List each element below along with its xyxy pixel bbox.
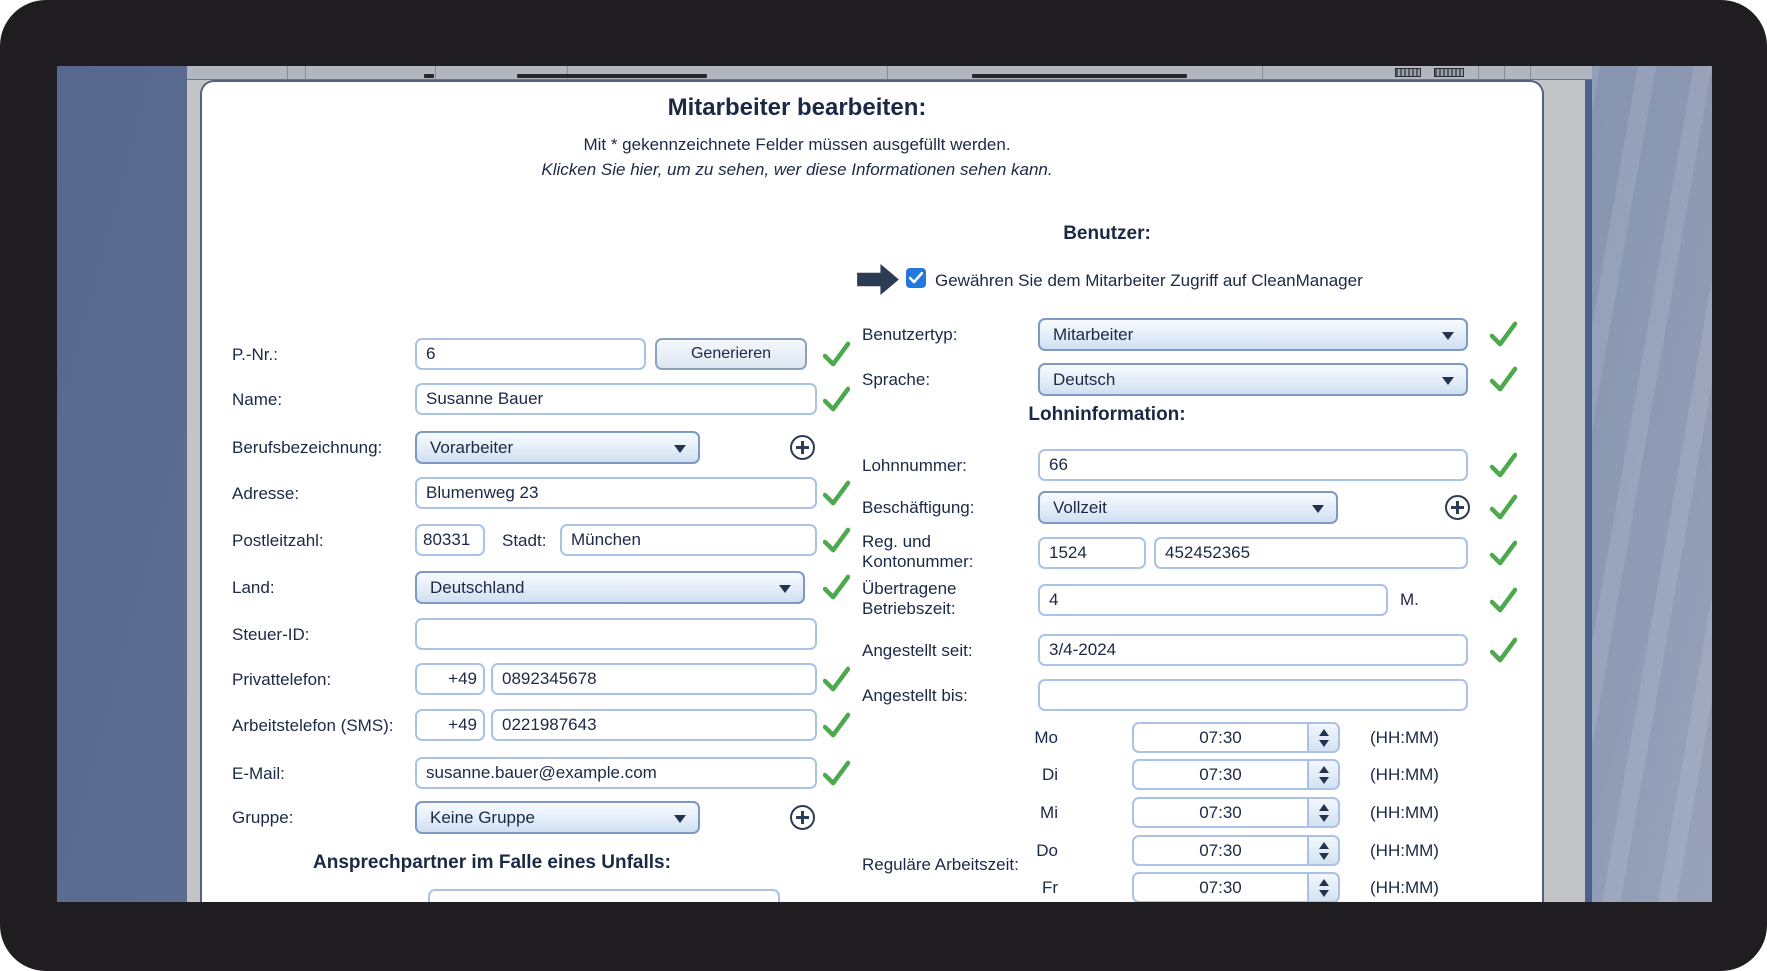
weekday-label-do: Do — [1036, 841, 1058, 860]
step-down-icon[interactable] — [1319, 853, 1329, 860]
chevron-down-icon — [779, 585, 791, 599]
weekday-label-mo: Mo — [1034, 728, 1058, 747]
add-group-button[interactable] — [790, 805, 815, 830]
private-phone-input[interactable] — [491, 663, 817, 695]
employed-since-input[interactable] — [1038, 634, 1468, 666]
form-panel — [200, 80, 1544, 902]
tab-separator — [287, 66, 288, 79]
time-input-do[interactable] — [1132, 835, 1307, 866]
time-stepper-fr[interactable] — [1307, 872, 1340, 902]
clipped-tab-text — [424, 74, 434, 78]
language-value: Deutsch — [1053, 369, 1116, 389]
step-up-icon[interactable] — [1319, 766, 1329, 773]
valid-check-icon — [823, 712, 850, 738]
weekday-label-di: Di — [1041, 765, 1058, 784]
time-format-hint: (HH:MM) — [1370, 728, 1439, 747]
employed-until-label: Angestellt bis: — [862, 686, 968, 705]
time-field-mo[interactable] — [1132, 722, 1340, 753]
valid-check-icon — [1490, 540, 1517, 566]
employed-until-input[interactable] — [1038, 679, 1468, 711]
work-phone-prefix-input[interactable] — [415, 709, 485, 741]
employment-value: Vollzeit — [1053, 497, 1107, 517]
time-format-hint: (HH:MM) — [1370, 803, 1439, 822]
weekday-label-fr: Fr — [1041, 878, 1058, 897]
add-job-title-button[interactable] — [790, 435, 815, 460]
step-down-icon[interactable] — [1319, 740, 1329, 747]
time-input-di[interactable] — [1132, 759, 1307, 790]
scrollbar[interactable] — [1585, 80, 1592, 902]
valid-check-icon — [1490, 494, 1517, 520]
valid-check-icon — [823, 760, 850, 786]
country-select[interactable] — [415, 571, 805, 604]
job-title-value: Vorarbeiter — [430, 437, 514, 457]
emergency-contact-input[interactable] — [428, 889, 780, 902]
clipped-tab-text — [517, 74, 707, 78]
language-label: Sprache: — [862, 370, 931, 389]
time-input-fr[interactable] — [1132, 872, 1307, 902]
tax-id-label: Steuer-ID: — [232, 625, 310, 644]
valid-check-icon — [823, 527, 850, 553]
valid-check-icon — [1490, 366, 1517, 392]
name-input[interactable] — [415, 383, 817, 415]
language-select[interactable] — [1038, 363, 1468, 396]
zip-label: Postleitzahl: — [232, 531, 324, 550]
browser-tab-strip[interactable] — [187, 66, 1592, 80]
pnr-input[interactable] — [415, 338, 646, 370]
private-phone-prefix-input[interactable] — [415, 663, 485, 695]
job-title-label: Berufsbezeichnung: — [232, 438, 383, 457]
wage-number-input[interactable] — [1038, 449, 1468, 481]
work-phone-label: Arbeitstelefon (SMS): — [232, 716, 394, 735]
valid-check-icon — [823, 574, 850, 600]
address-input[interactable] — [415, 477, 817, 509]
toolbar-grid-icon[interactable] — [1395, 68, 1421, 77]
employment-label: Beschäftigung: — [862, 498, 975, 517]
employed-since-label: Angestellt seit: — [862, 641, 973, 660]
step-up-icon[interactable] — [1319, 842, 1329, 849]
tab-separator — [1504, 66, 1505, 79]
group-label: Gruppe: — [232, 808, 294, 827]
emergency-contact-heading: Ansprechpartner im Falle eines Unfalls: — [313, 852, 671, 873]
add-employment-button[interactable] — [1445, 495, 1470, 520]
group-value: Keine Gruppe — [430, 807, 535, 827]
time-field-fr[interactable] — [1132, 872, 1340, 902]
private-phone-label: Privattelefon: — [232, 670, 332, 689]
account-number-input[interactable] — [1154, 537, 1468, 569]
grant-access-checkbox[interactable] — [906, 268, 926, 288]
time-stepper-mo[interactable] — [1307, 722, 1340, 753]
weekday-label-mi: Mi — [1040, 803, 1058, 822]
time-stepper-do[interactable] — [1307, 835, 1340, 866]
grant-access-label: Gewähren Sie dem Mitarbeiter Zugriff auf CleanManager — [935, 271, 1363, 290]
screen — [57, 66, 1712, 902]
time-format-hint: (HH:MM) — [1370, 765, 1439, 784]
employment-select[interactable] — [1038, 491, 1338, 524]
valid-check-icon — [823, 341, 850, 367]
valid-check-icon — [1490, 587, 1517, 613]
user-type-value: Mitarbeiter — [1053, 324, 1134, 344]
transferred-time-label: Übertragene Betriebszeit: — [862, 579, 957, 618]
tax-id-input[interactable] — [415, 618, 817, 650]
time-field-di[interactable] — [1132, 759, 1340, 790]
zip-input[interactable] — [415, 524, 485, 556]
tab-separator — [1262, 66, 1263, 79]
country-value: Deutschland — [430, 577, 525, 597]
step-down-icon[interactable] — [1319, 890, 1329, 897]
job-title-select[interactable] — [415, 431, 700, 464]
wage-number-label: Lohnnummer: — [862, 456, 967, 475]
valid-check-icon — [1490, 452, 1517, 478]
reg-account-label: Reg. und Kontonummer: — [862, 532, 974, 571]
address-label: Adresse: — [232, 484, 300, 503]
step-down-icon[interactable] — [1319, 777, 1329, 784]
country-label: Land: — [232, 578, 275, 597]
step-down-icon[interactable] — [1319, 815, 1329, 822]
transferred-time-input[interactable] — [1038, 584, 1388, 616]
reg-number-input[interactable] — [1038, 537, 1146, 569]
time-format-hint: (HH:MM) — [1370, 878, 1439, 897]
tab-separator — [1478, 66, 1479, 79]
visibility-note-link[interactable]: Klicken Sie hier, um zu sehen, wer diese Informationen sehen kann. — [541, 160, 1053, 179]
valid-check-icon — [1490, 321, 1517, 347]
user-section-heading: Benutzer: — [1063, 223, 1151, 244]
step-up-icon[interactable] — [1319, 879, 1329, 886]
user-type-label: Benutzertyp: — [862, 325, 958, 344]
user-type-select[interactable] — [1038, 318, 1468, 351]
pointer-arrow-icon — [857, 263, 900, 301]
city-input[interactable] — [560, 524, 817, 556]
tab-separator — [435, 66, 436, 79]
email-input[interactable] — [415, 757, 817, 789]
valid-check-icon — [823, 480, 850, 506]
step-up-icon[interactable] — [1319, 729, 1329, 736]
wage-section-heading: Lohninformation: — [1028, 404, 1186, 425]
valid-check-icon — [1490, 637, 1517, 663]
valid-check-icon — [823, 666, 850, 692]
chevron-down-icon — [1442, 377, 1454, 391]
time-field-mi[interactable] — [1132, 797, 1340, 828]
clipped-tab-text — [972, 74, 1187, 78]
step-up-icon[interactable] — [1319, 804, 1329, 811]
tab-separator — [305, 66, 306, 79]
group-select[interactable] — [415, 801, 700, 834]
city-label: Stadt: — [502, 531, 547, 550]
required-fields-note: Mit * gekennzeichnete Felder müssen ausgefüllt werden. — [583, 135, 1011, 154]
toolbar-calendar-icon[interactable] — [1434, 68, 1464, 77]
work-phone-input[interactable] — [491, 709, 817, 741]
tab-separator — [887, 66, 888, 79]
chevron-down-icon — [674, 445, 686, 459]
valid-check-icon — [823, 386, 850, 412]
generate-button[interactable]: Generieren — [655, 338, 807, 370]
time-input-mo[interactable] — [1132, 722, 1307, 753]
email-label: E-Mail: — [232, 764, 285, 783]
chevron-down-icon — [1312, 505, 1324, 519]
chevron-down-icon — [1442, 332, 1454, 346]
name-label: Name: — [232, 390, 283, 409]
time-stepper-mi[interactable] — [1307, 797, 1340, 828]
time-field-do[interactable] — [1132, 835, 1340, 866]
transferred-time-unit: M. — [1400, 590, 1419, 609]
pnr-label: P.-Nr.: — [232, 345, 278, 364]
time-input-mi[interactable] — [1132, 797, 1307, 828]
page-title: Mitarbeiter bearbeiten: — [667, 94, 927, 121]
page-background — [187, 80, 1592, 902]
tab-separator — [1530, 66, 1531, 79]
time-format-hint: (HH:MM) — [1370, 841, 1439, 860]
desktop-background — [1582, 66, 1712, 902]
time-stepper-di[interactable] — [1307, 759, 1340, 790]
chevron-down-icon — [674, 815, 686, 829]
browser-window — [187, 66, 1592, 902]
regular-hours-label: Reguläre Arbeitszeit: — [862, 855, 1019, 874]
